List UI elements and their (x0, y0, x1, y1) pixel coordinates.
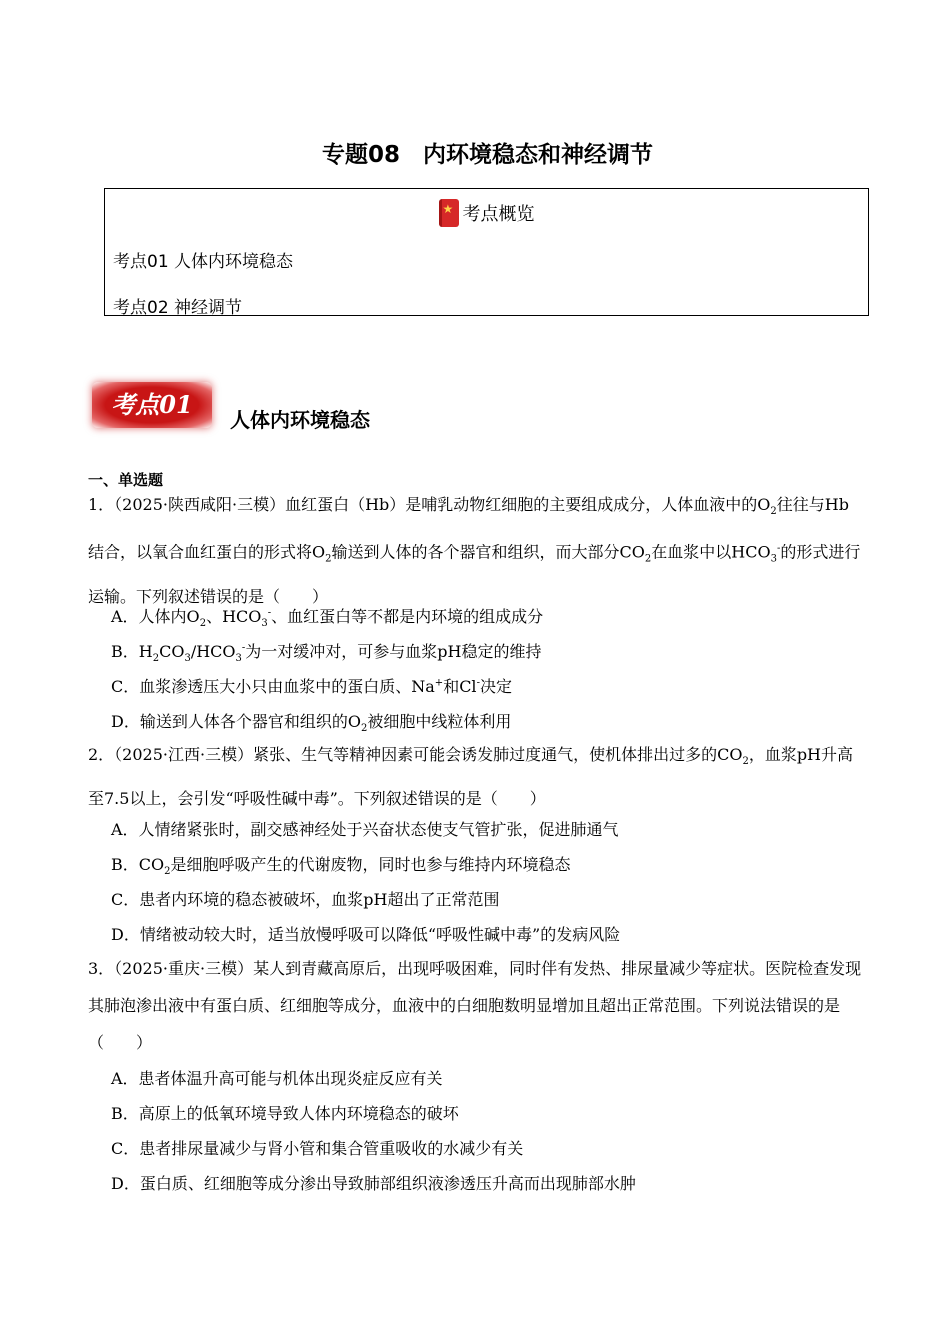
question-2-option-a: A．人情绪紧张时，副交感神经处于兴奋状态使支气管扩张，促进肺通气 (111, 820, 619, 839)
page-title: 专题08 内环境稳态和神经调节 (321, 142, 653, 168)
question-2-option-b: B．$CO_2$是细胞呼吸产生的代谢废物，同时也参与维持内环境稳态 (111, 855, 571, 878)
question-2-option-d: D．情绪被动较大时，适当放慢呼吸可以降低“呼吸性碱中毒”的发病风险 (111, 925, 621, 944)
overview-item-2: 考点02 神经调节 (113, 298, 243, 318)
question-type: 一、单选题 (88, 471, 164, 489)
question-1-stem: 1．（2025·陕西咸阳·三模）血红蛋白（Hb）是哺乳动物红细胞的主要组成成分，人体血液中的$O_2$往往与Hb结合，以氧合血红蛋白的形式将$O_2$输送到人体的各个器官和组织，而大部分$CO_2$在血浆中以$HCO_3^-$的形式进行运输。下列叙述错误的是（ ） (88, 495, 861, 606)
question-2-stem: 2．（2025·江西·三模）紧张、生气等精神因素可能会诱发肺过度通气，使机体排出过多的$CO_2$，血浆pH升高至7.5以上，会引发“呼吸性碱中毒”。下列叙述错误的是（ ） (88, 745, 854, 809)
section-title: 人体内环境稳态 (230, 408, 370, 432)
question-3-option-d: D．蛋白质、红细胞等成分渗出导致肺部组织液渗透压升高而出现肺部水肿 (111, 1174, 636, 1193)
question-1-option-a: A．人体内$O_2$、$HCO_3^-$、血红蛋白等不都是内环境的组成成分 (111, 607, 544, 630)
overview-box (104, 188, 869, 316)
question-3-option-b: B．高原上的低氧环境导致人体内环境稳态的破坏 (111, 1104, 459, 1123)
overview-heading-text: 考点概览 (462, 204, 535, 225)
section-badge: 考点01 (92, 382, 212, 428)
question-2-option-c: C．患者内环境的稳态被破坏，血浆pH超出了正常范围 (111, 890, 500, 909)
question-1-option-b: B．$H_2CO_3/HCO_3^-$为一对缓冲对，可参与血浆pH稳定的维持 (111, 642, 542, 665)
question-1-option-c: C．血浆渗透压大小只由血浆中的蛋白质、Na+和Cl-决定 (111, 677, 512, 696)
overview-item-1: 考点01 人体内环境稳态 (113, 252, 294, 272)
question-3-stem: 3．（2025·重庆·三模）某人到青藏高原后，出现呼吸困难，同时伴有发热、排尿量减少等症状。医院检查发现其肺泡渗出液中有蛋白质、红细胞等成分，血液中的白细胞数明显增加且超出正常范围。下列说法错误的是（ ） (88, 959, 862, 1052)
question-3-option-a: A．患者体温升高可能与机体出现炎症反应有关 (111, 1069, 443, 1088)
question-1-option-d: D．输送到人体各个器官和组织的$O_2$被细胞中线粒体利用 (111, 712, 512, 735)
overview-heading (105, 199, 868, 227)
book-icon (439, 199, 459, 227)
question-3-option-c: C．患者排尿量减少与肾小管和集合管重吸收的水减少有关 (111, 1139, 524, 1158)
